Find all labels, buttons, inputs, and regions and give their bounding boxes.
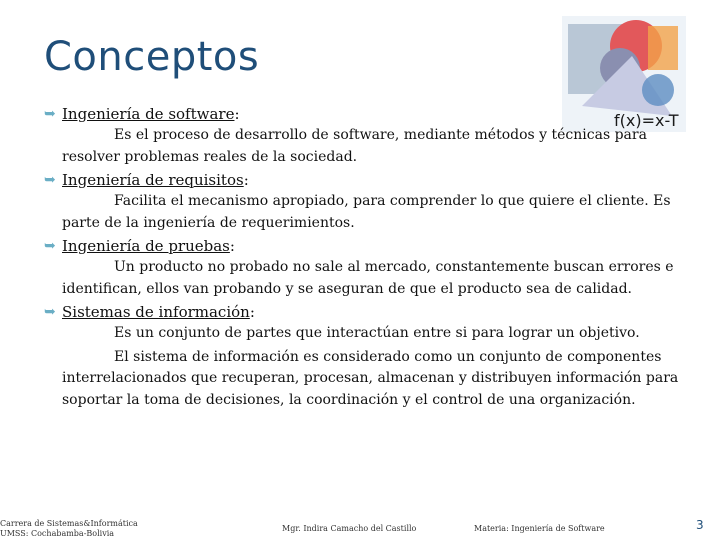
concept-description: El sistema de información es considerado como un conjunto de componentes interrelacionados que recuperan, procesan, almacenan y distribuyen información para soportar la toma de decisiones, la coordinación y el control de una organización. [62, 348, 679, 408]
footer-university: UMSS: Cochabamba-Bolivia [0, 529, 115, 538]
bullet-arrow-icon: ➥ [44, 172, 56, 188]
concept-term: Ingeniería de pruebas [62, 237, 230, 255]
concept-item: ➥ Sistemas de información: [44, 303, 255, 321]
concept-description: Facilita el mecanismo apropiado, para comprender lo que quiere el cliente. Es parte de la ingeniería de requerimientos. [62, 193, 671, 231]
concept-term: Sistemas de información [62, 303, 250, 321]
bullet-arrow-icon: ➥ [44, 304, 56, 320]
bullet-arrow-icon: ➥ [44, 238, 56, 254]
concept-item: ➥ Ingeniería de pruebas: [44, 237, 235, 255]
concept-term: Ingeniería de requisitos [62, 171, 244, 189]
concept-description: Un producto no probado no sale al mercado, constantemente buscan errores e identifican, ellos van probando y se aseguran de que el producto sea de calidad. [62, 259, 674, 297]
footer-career: Carrera de Sistemas&Informática [0, 519, 138, 528]
concept-term: Ingeniería de software [62, 105, 235, 123]
footer-course: Materia: Ingeniería de Software [474, 524, 605, 533]
bullet-arrow-icon: ➥ [44, 106, 56, 122]
concept-description: Es un conjunto de partes que interactúan entre si para lograr un objetivo. [114, 325, 640, 341]
page-number: 3 [696, 518, 704, 532]
concept-item: ➥ Ingeniería de requisitos: [44, 171, 249, 189]
slide-title: Conceptos [44, 34, 260, 80]
concepts-list [44, 104, 684, 413]
footer-institution [0, 519, 138, 539]
concept-description: Es el proceso de desarrollo de software, mediante métodos y técnicas para resolver problemas reales de la sociedad. [62, 127, 647, 165]
formula-text: f(x)=x-T [614, 111, 679, 130]
footer-author: Mgr. Indira Camacho del Castillo [282, 524, 417, 533]
concept-item: ➥ Ingeniería de software: [44, 105, 240, 123]
